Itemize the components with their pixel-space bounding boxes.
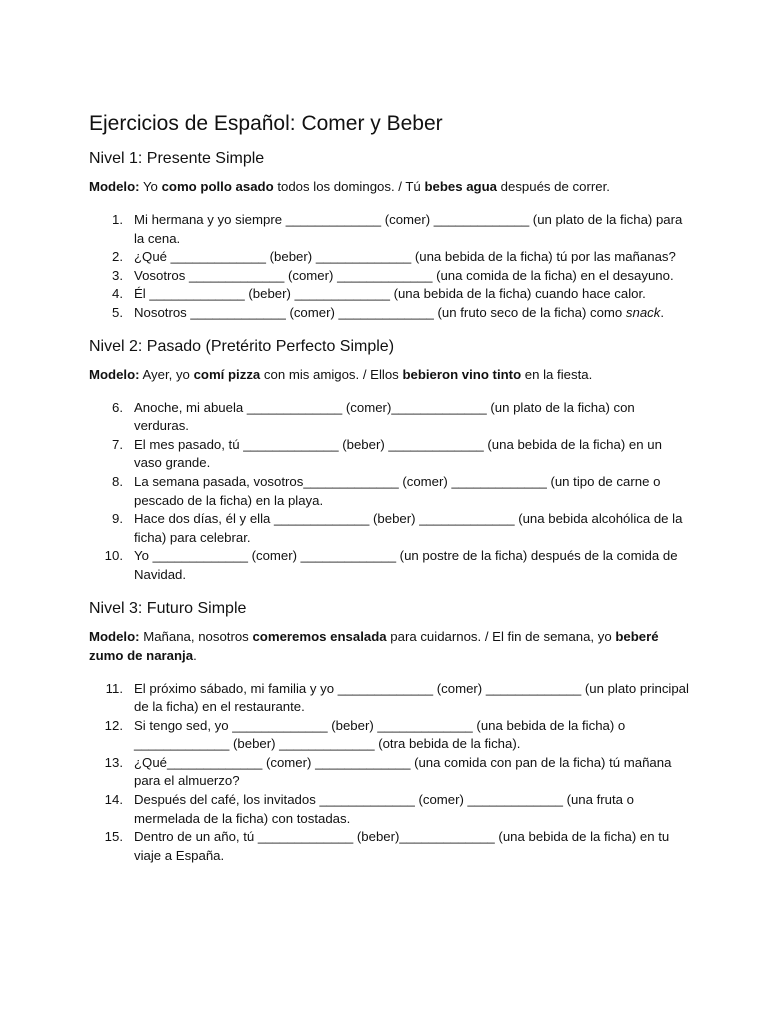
modelo-text: en la fiesta.	[521, 366, 593, 382]
exercise-text: Después del café, los invitados _____________ (comer) _____________ (una fruta o mermelada de la ficha) con tostadas.	[134, 792, 635, 826]
exercise-text: La semana pasada, vosotros_____________ (comer) _____________ (un tipo de carne o pescado de la ficha) en la playa.	[134, 473, 661, 508]
modelo-highlight: beberé zumo de naranja	[89, 628, 659, 663]
exercise-text: ¿Qué_____________ (comer) _____________ (una comida con pan de la ficha) tú mañana para el almuerzo?	[134, 754, 672, 789]
exercise-number: 1.	[112, 212, 123, 227]
exercise-item	[89, 791, 689, 828]
exercise-text: Nosotros _____________ (comer) _____________ (un fruto seco de la ficha) como	[134, 304, 626, 320]
exercise-number: 9.	[112, 511, 123, 527]
exercise-number: 10.	[104, 548, 123, 564]
modelo-label: Modelo:	[89, 179, 140, 194]
exercise-number: 13.	[104, 754, 123, 770]
modelo-highlight: comeremos ensalada	[252, 628, 387, 644]
exercise-item	[89, 399, 689, 436]
exercise-text: Mi hermana y yo siempre _____________ (comer) _____________ (un plato de la ficha) para la cena.	[134, 212, 683, 246]
exercise-number: 4.	[112, 286, 123, 302]
modelo-text: Yo	[139, 179, 162, 194]
exercise-list	[89, 211, 689, 323]
exercise-list	[89, 680, 689, 866]
page-title: Ejercicios de Español: Comer y Beber	[89, 112, 443, 135]
modelo-text: .	[193, 647, 197, 663]
exercise-item	[89, 473, 689, 510]
exercise-number: 7.	[112, 436, 123, 452]
exercise-number: 15.	[104, 829, 123, 845]
exercise-item	[89, 436, 689, 473]
modelo-highlight: bebes agua	[424, 179, 497, 194]
exercise-number: 14.	[104, 792, 123, 808]
exercise-text: El próximo sábado, mi familia y yo _____________ (comer) _____________ (un plato principal de la ficha) en el restaurante.	[134, 680, 689, 715]
exercise-item	[89, 304, 689, 323]
level-heading: Nivel 1: Presente Simple	[89, 150, 265, 167]
modelo-highlight: bebieron vino tinto	[402, 366, 522, 382]
modelo-text: después de correr.	[497, 179, 610, 194]
modelo-example	[89, 627, 689, 665]
exercise-text: Yo _____________ (comer) _____________ (un postre de la ficha) después de la comida de Navidad.	[134, 548, 678, 582]
modelo-example	[89, 177, 689, 196]
exercise-item	[89, 547, 689, 584]
exercise-text: Dentro de un año, tú _____________ (beber)_____________ (una bebida de la ficha) en tu viaje a España.	[134, 829, 670, 863]
exercise-item	[89, 754, 689, 791]
exercise-text: ¿Qué _____________ (beber) _____________ (una bebida de la ficha) tú por las mañanas?	[134, 249, 676, 265]
modelo-text: Mañana, nosotros	[139, 628, 253, 644]
exercise-text-end: .	[660, 304, 665, 320]
exercise-text: Si tengo sed, yo _____________ (beber) _____________ (una bebida de la ficha) o _____________ (beber) _____________ (otra bebida de la ficha).	[134, 717, 626, 752]
exercise-item	[89, 248, 689, 267]
exercise-number: 3.	[112, 267, 123, 283]
modelo-text: Ayer, yo	[139, 366, 194, 382]
modelo-highlight: como pollo asado	[161, 179, 274, 194]
modelo-text: todos los domingos. / Tú	[273, 179, 425, 194]
exercise-number: 5.	[112, 304, 123, 320]
exercise-item	[89, 828, 689, 865]
exercise-item	[89, 717, 689, 754]
modelo-text: con mis amigos. / Ellos	[260, 366, 403, 382]
exercise-number: 2.	[112, 249, 123, 265]
exercise-list	[89, 399, 689, 585]
level-section	[89, 599, 689, 866]
exercise-number: 6.	[112, 399, 123, 415]
exercise-item	[89, 285, 689, 304]
modelo-text: para cuidarnos. / El fin de semana, yo	[386, 628, 616, 644]
exercise-text: El mes pasado, tú _____________ (beber) _____________ (una bebida de la ficha) en un vaso grande.	[134, 436, 662, 471]
level-section	[89, 149, 689, 323]
exercise-text: Anoche, mi abuela _____________ (comer)_____________ (un plato de la ficha) con verduras.	[134, 399, 635, 434]
exercise-number: 12.	[104, 717, 123, 733]
modelo-label: Modelo:	[89, 628, 140, 644]
exercise-item	[89, 211, 689, 248]
level-section	[89, 337, 689, 585]
exercise-number: 11.	[105, 680, 123, 696]
modelo-label: Modelo:	[89, 366, 140, 382]
level-heading: Nivel 2: Pasado (Pretérito Perfecto Simple)	[89, 337, 395, 355]
levels-container	[89, 149, 689, 865]
worksheet-content	[89, 111, 689, 865]
exercise-text: Vosotros _____________ (comer) _____________ (una comida de la ficha) en el desayuno.	[134, 267, 674, 283]
exercise-item	[89, 680, 689, 717]
exercise-text: Hace dos días, él y ella _____________ (beber) _____________ (una bebida alcohólica de la ficha) para celebrar.	[134, 511, 683, 545]
exercise-number: 8.	[112, 473, 123, 489]
exercise-item	[89, 510, 689, 547]
exercise-emphasis: snack	[625, 304, 661, 320]
exercise-text: Él _____________ (beber) _____________ (una bebida de la ficha) cuando hace calor.	[134, 286, 646, 302]
modelo-highlight: comí pizza	[193, 366, 261, 382]
level-heading: Nivel 3: Futuro Simple	[89, 599, 247, 617]
modelo-example	[89, 365, 689, 384]
exercise-item	[89, 267, 689, 286]
